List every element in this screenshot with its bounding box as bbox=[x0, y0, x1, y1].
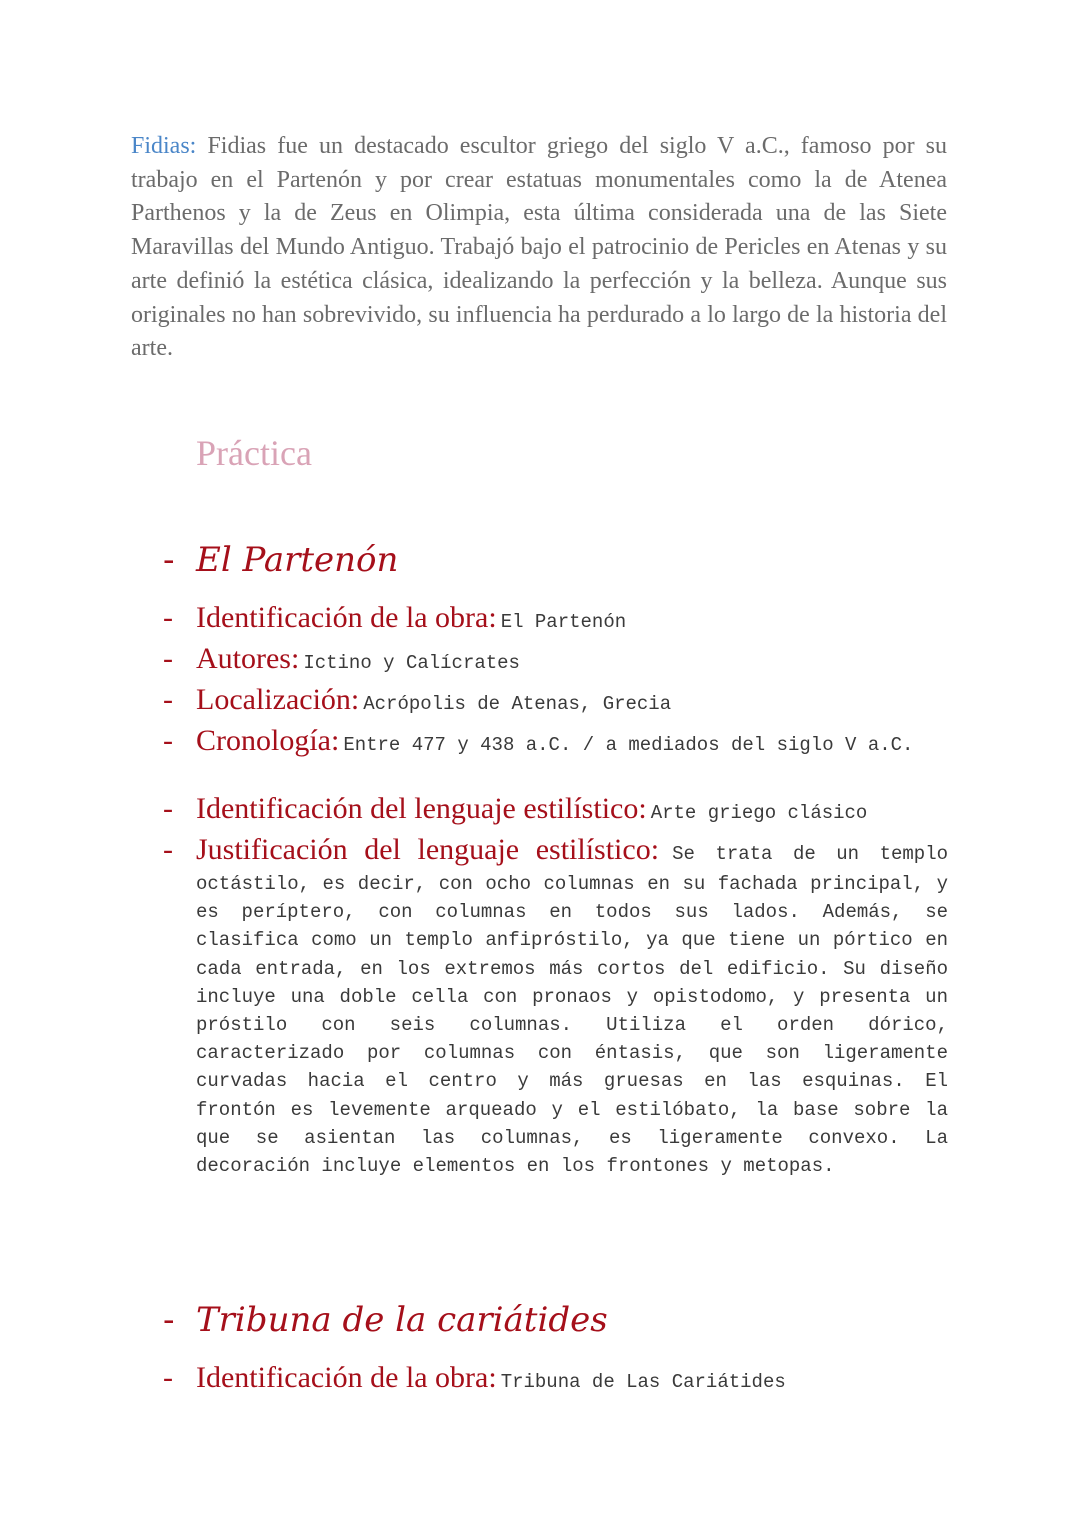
detail-value: Entre 477 y 438 a.C. / a mediados del siglo V a.C. bbox=[343, 734, 914, 756]
detail-item-justification bbox=[163, 830, 948, 1180]
heading-dash: - bbox=[163, 1300, 175, 1340]
detail-value: El Partenón bbox=[500, 611, 627, 633]
detail-value: Tribuna de Las Cariátides bbox=[500, 1371, 786, 1393]
detail-label: Cronología: bbox=[196, 724, 340, 757]
heading-dash: - bbox=[163, 540, 175, 580]
detail-item-authors bbox=[163, 639, 948, 680]
bullet-dash: - bbox=[163, 724, 173, 757]
work-heading-partenon bbox=[163, 540, 398, 580]
detail-item-identification bbox=[163, 598, 948, 639]
detail-label: Justificación del lenguaje estilístico: bbox=[196, 833, 660, 866]
heading-text: El Partenón bbox=[196, 540, 399, 580]
detail-value: Ictino y Calícrates bbox=[303, 652, 520, 674]
detail-label: Autores: bbox=[196, 642, 300, 675]
detail-label: Identificación de la obra: bbox=[196, 601, 497, 634]
intro-paragraph bbox=[131, 130, 947, 366]
detail-item-location bbox=[163, 680, 948, 721]
detail-value: Arte griego clásico bbox=[650, 802, 868, 824]
detail-value: Acrópolis de Atenas, Grecia bbox=[363, 693, 672, 715]
detail-label: Localización: bbox=[196, 683, 360, 716]
work-details-partenon bbox=[163, 598, 948, 1180]
bullet-dash: - bbox=[163, 601, 173, 634]
detail-item-chronology bbox=[163, 721, 948, 789]
bullet-dash: - bbox=[163, 683, 173, 716]
heading-text: Tribuna de la cariátides bbox=[196, 1300, 608, 1340]
work-details-cariatides bbox=[163, 1358, 948, 1399]
bullet-dash: - bbox=[163, 792, 173, 825]
intro-term: Fidias: bbox=[131, 133, 197, 159]
detail-item-style bbox=[163, 789, 948, 830]
detail-label: Identificación del lenguaje estilístico: bbox=[196, 792, 647, 825]
bullet-dash: - bbox=[163, 833, 173, 866]
section-title: Práctica bbox=[196, 433, 312, 473]
detail-label: Identificación de la obra: bbox=[196, 1361, 497, 1394]
detail-item-identification bbox=[163, 1358, 948, 1399]
bullet-dash: - bbox=[163, 1361, 173, 1394]
work-heading-cariatides bbox=[163, 1300, 608, 1340]
detail-value: Se trata de un templo octástilo, es decir, con ocho columnas en su fachada principal, y es períptero, con columnas en todos sus lados. Además, se clasifica como un templo anfipróstilo, ya que tiene un pórtico en cada entrada, en los extremos más cortos del edificio. Su diseño incluye una doble cella con pronaos y opistodomo, y presenta un próstilo con seis columnas. Utiliza el orden dórico, caracterizado por columnas con éntasis, que son ligeramente curvadas hacia el centro y más gruesas en las esquinas. El frontón es levemente arqueado y el estilóbato, la base sobre la que se asientan las columnas, es ligeramente convexo. La decoración incluye elementos en los frontones y metopas. bbox=[196, 843, 948, 1178]
intro-text: Fidias fue un destacado escultor griego del siglo V a.C., famoso por su trabajo en el Partenón y por crear estatuas monumentales como la de Atenea Parthenos y la de Zeus en Olimpia, esta última considerada una de las Siete Maravillas del Mundo Antiguo. Trabajó bajo el patrocinio de Pericles en Atenas y su arte definió la estética clásica, idealizando la perfección y la belleza. Aunque sus originales no han sobrevivido, su influencia ha perdurado a lo largo de la historia del arte. bbox=[131, 133, 947, 362]
bullet-dash: - bbox=[163, 642, 173, 675]
